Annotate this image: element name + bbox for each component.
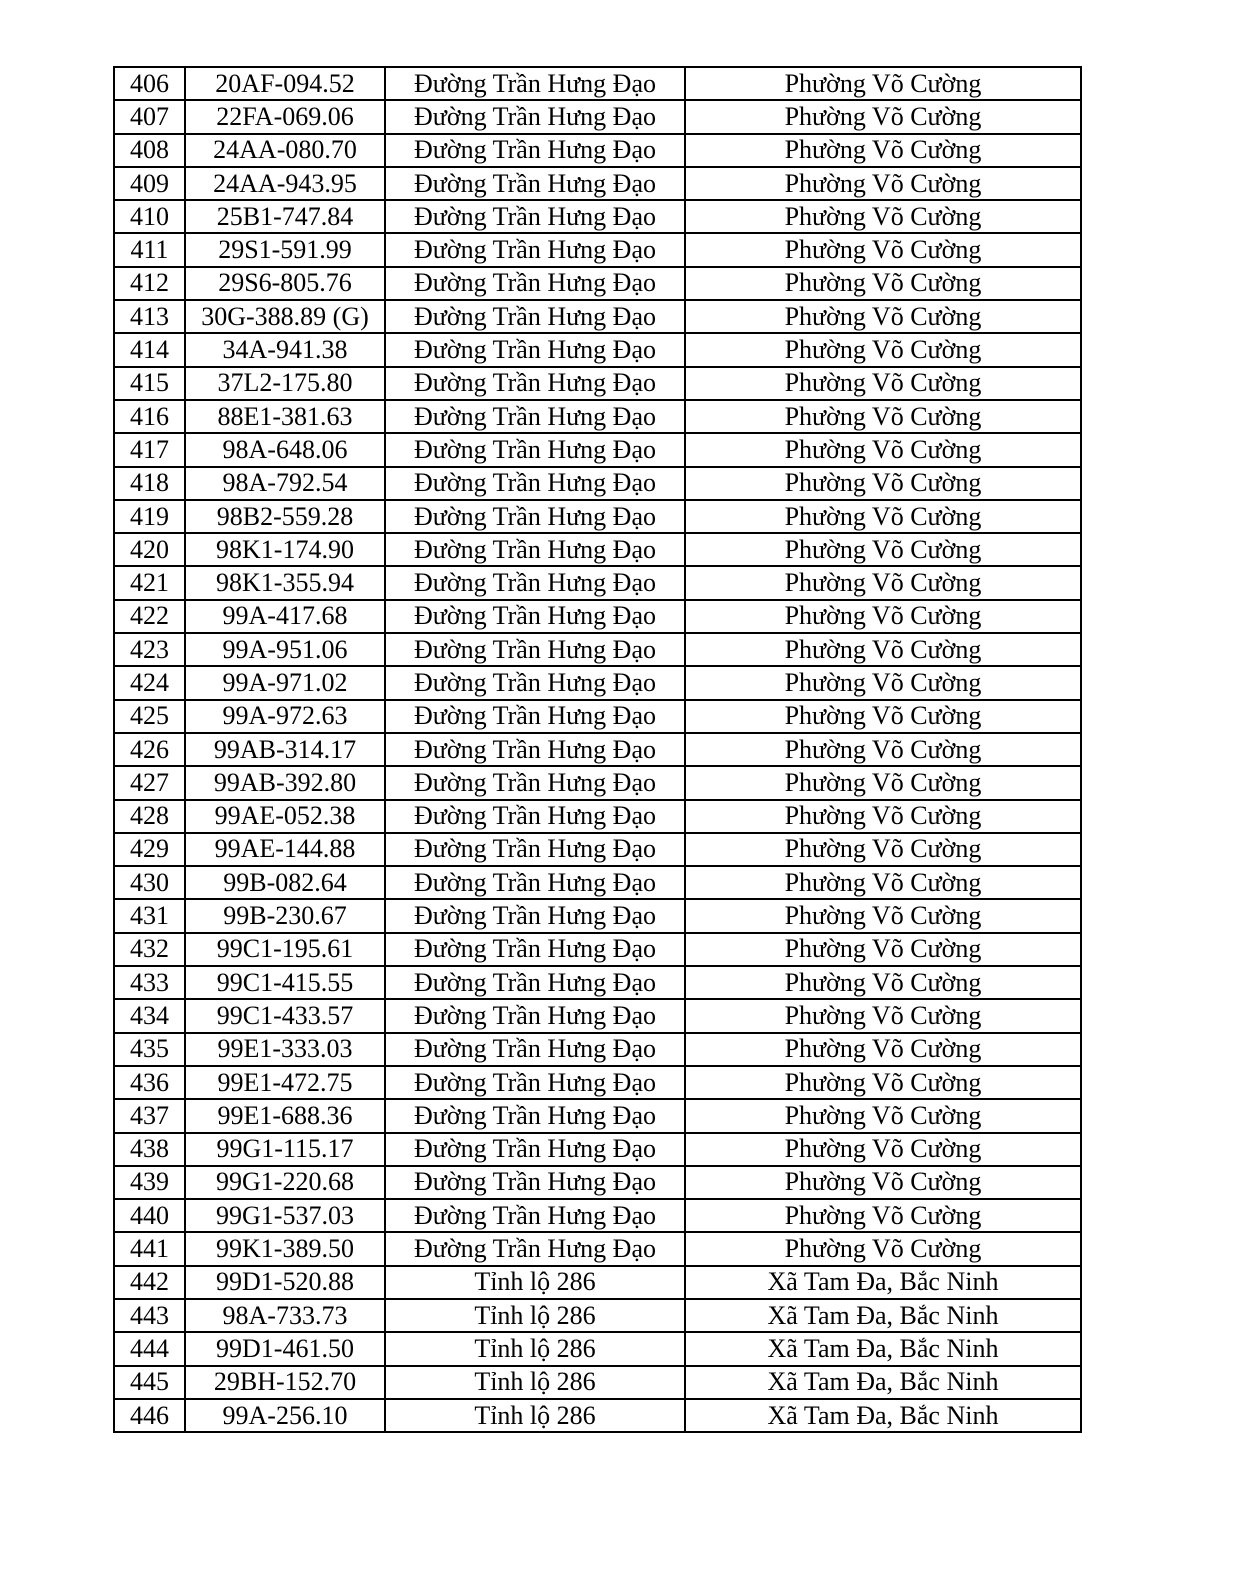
ward-cell: Phường Võ Cường <box>685 666 1081 699</box>
ward-cell: Phường Võ Cường <box>685 433 1081 466</box>
table-row <box>114 200 1081 233</box>
ward-cell: Phường Võ Cường <box>685 167 1081 200</box>
table-row <box>114 100 1081 133</box>
ward-cell: Phường Võ Cường <box>685 300 1081 333</box>
road-cell: Đường Trần Hưng Đạo <box>385 733 685 766</box>
ward-cell: Phường Võ Cường <box>685 633 1081 666</box>
table-row <box>114 899 1081 932</box>
ward-cell: Phường Võ Cường <box>685 67 1081 100</box>
row-number-cell: 417 <box>114 433 185 466</box>
table-row <box>114 1332 1081 1365</box>
row-number-cell: 432 <box>114 933 185 966</box>
road-cell: Đường Trần Hưng Đạo <box>385 300 685 333</box>
table-row <box>114 833 1081 866</box>
row-number-cell: 410 <box>114 200 185 233</box>
ward-cell: Phường Võ Cường <box>685 267 1081 300</box>
row-number-cell: 413 <box>114 300 185 333</box>
license-plate-cell: 29S6-805.76 <box>185 267 385 300</box>
ward-cell: Phường Võ Cường <box>685 766 1081 799</box>
row-number-cell: 409 <box>114 167 185 200</box>
row-number-cell: 446 <box>114 1399 185 1432</box>
license-plate-cell: 99A-972.63 <box>185 700 385 733</box>
row-number-cell: 406 <box>114 67 185 100</box>
table-row <box>114 1033 1081 1066</box>
table-row <box>114 300 1081 333</box>
road-cell: Đường Trần Hưng Đạo <box>385 533 685 566</box>
ward-cell: Phường Võ Cường <box>685 700 1081 733</box>
road-cell: Đường Trần Hưng Đạo <box>385 933 685 966</box>
license-plate-cell: 98K1-174.90 <box>185 533 385 566</box>
table-row <box>114 966 1081 999</box>
table-row <box>114 766 1081 799</box>
table-row <box>114 1066 1081 1099</box>
table-row <box>114 500 1081 533</box>
table-row <box>114 600 1081 633</box>
row-number-cell: 441 <box>114 1232 185 1265</box>
ward-cell: Phường Võ Cường <box>685 400 1081 433</box>
ward-cell: Xã Tam Đa, Bắc Ninh <box>685 1299 1081 1332</box>
row-number-cell: 421 <box>114 566 185 599</box>
row-number-cell: 423 <box>114 633 185 666</box>
license-plate-cell: 99B-082.64 <box>185 866 385 899</box>
license-plate-cell: 99A-417.68 <box>185 600 385 633</box>
ward-cell: Xã Tam Đa, Bắc Ninh <box>685 1266 1081 1299</box>
row-number-cell: 408 <box>114 134 185 167</box>
license-plate-cell: 98K1-355.94 <box>185 566 385 599</box>
road-cell: Đường Trần Hưng Đạo <box>385 1033 685 1066</box>
row-number-cell: 436 <box>114 1066 185 1099</box>
license-plate-cell: 99AB-392.80 <box>185 766 385 799</box>
ward-cell: Phường Võ Cường <box>685 1199 1081 1232</box>
license-plate-cell: 98B2-559.28 <box>185 500 385 533</box>
table-row <box>114 1299 1081 1332</box>
ward-cell: Xã Tam Đa, Bắc Ninh <box>685 1332 1081 1365</box>
license-plate-cell: 99E1-688.36 <box>185 1099 385 1132</box>
table-row <box>114 1166 1081 1199</box>
row-number-cell: 437 <box>114 1099 185 1132</box>
license-plate-cell: 99AE-144.88 <box>185 833 385 866</box>
road-cell: Đường Trần Hưng Đạo <box>385 833 685 866</box>
ward-cell: Phường Võ Cường <box>685 1066 1081 1099</box>
ward-cell: Phường Võ Cường <box>685 533 1081 566</box>
row-number-cell: 412 <box>114 267 185 300</box>
license-plate-cell: 20AF-094.52 <box>185 67 385 100</box>
license-plate-cell: 99C1-433.57 <box>185 999 385 1032</box>
license-plate-cell: 30G-388.89 (G) <box>185 300 385 333</box>
row-number-cell: 419 <box>114 500 185 533</box>
license-plate-cell: 22FA-069.06 <box>185 100 385 133</box>
table-row <box>114 633 1081 666</box>
ward-cell: Phường Võ Cường <box>685 500 1081 533</box>
row-number-cell: 430 <box>114 866 185 899</box>
ward-cell: Phường Võ Cường <box>685 134 1081 167</box>
license-plate-cell: 99G1-115.17 <box>185 1133 385 1166</box>
license-plate-cell: 99A-951.06 <box>185 633 385 666</box>
license-plate-cell: 99E1-472.75 <box>185 1066 385 1099</box>
license-plate-cell: 25B1-747.84 <box>185 200 385 233</box>
ward-cell: Phường Võ Cường <box>685 1033 1081 1066</box>
ward-cell: Phường Võ Cường <box>685 600 1081 633</box>
row-number-cell: 431 <box>114 899 185 932</box>
road-cell: Đường Trần Hưng Đạo <box>385 400 685 433</box>
row-number-cell: 429 <box>114 833 185 866</box>
road-cell: Đường Trần Hưng Đạo <box>385 600 685 633</box>
table-row <box>114 999 1081 1032</box>
license-plate-cell: 99A-971.02 <box>185 666 385 699</box>
ward-cell: Phường Võ Cường <box>685 833 1081 866</box>
table-row <box>114 1366 1081 1399</box>
road-cell: Đường Trần Hưng Đạo <box>385 800 685 833</box>
table-row <box>114 666 1081 699</box>
road-cell: Đường Trần Hưng Đạo <box>385 167 685 200</box>
license-plate-cell: 99C1-195.61 <box>185 933 385 966</box>
table-row <box>114 700 1081 733</box>
road-cell: Đường Trần Hưng Đạo <box>385 433 685 466</box>
ward-cell: Phường Võ Cường <box>685 200 1081 233</box>
license-plate-cell: 99A-256.10 <box>185 1399 385 1432</box>
ward-cell: Phường Võ Cường <box>685 1166 1081 1199</box>
road-cell: Đường Trần Hưng Đạo <box>385 1133 685 1166</box>
table-row <box>114 67 1081 100</box>
license-plate-cell: 98A-792.54 <box>185 467 385 500</box>
license-plate-cell: 29BH-152.70 <box>185 1366 385 1399</box>
row-number-cell: 422 <box>114 600 185 633</box>
road-cell: Đường Trần Hưng Đạo <box>385 999 685 1032</box>
table-row <box>114 167 1081 200</box>
row-number-cell: 416 <box>114 400 185 433</box>
row-number-cell: 434 <box>114 999 185 1032</box>
license-plate-cell: 37L2-175.80 <box>185 367 385 400</box>
license-plate-cell: 99B-230.67 <box>185 899 385 932</box>
row-number-cell: 443 <box>114 1299 185 1332</box>
ward-cell: Xã Tam Đa, Bắc Ninh <box>685 1366 1081 1399</box>
road-cell: Đường Trần Hưng Đạo <box>385 200 685 233</box>
ward-cell: Phường Võ Cường <box>685 899 1081 932</box>
table-row <box>114 333 1081 366</box>
table-row <box>114 1199 1081 1232</box>
road-cell: Tỉnh lộ 286 <box>385 1266 685 1299</box>
ward-cell: Phường Võ Cường <box>685 1133 1081 1166</box>
road-cell: Tỉnh lộ 286 <box>385 1366 685 1399</box>
table-row <box>114 1399 1081 1432</box>
row-number-cell: 426 <box>114 733 185 766</box>
row-number-cell: 440 <box>114 1199 185 1232</box>
license-plate-cell: 99D1-461.50 <box>185 1332 385 1365</box>
row-number-cell: 414 <box>114 333 185 366</box>
road-cell: Đường Trần Hưng Đạo <box>385 500 685 533</box>
road-cell: Tỉnh lộ 286 <box>385 1299 685 1332</box>
row-number-cell: 418 <box>114 467 185 500</box>
ward-cell: Phường Võ Cường <box>685 933 1081 966</box>
row-number-cell: 428 <box>114 800 185 833</box>
table-row <box>114 367 1081 400</box>
license-plate-cell: 24AA-943.95 <box>185 167 385 200</box>
row-number-cell: 439 <box>114 1166 185 1199</box>
table-row <box>114 566 1081 599</box>
ward-cell: Phường Võ Cường <box>685 1099 1081 1132</box>
ward-cell: Phường Võ Cường <box>685 100 1081 133</box>
license-plate-cell: 99C1-415.55 <box>185 966 385 999</box>
road-cell: Đường Trần Hưng Đạo <box>385 766 685 799</box>
road-cell: Đường Trần Hưng Đạo <box>385 100 685 133</box>
road-cell: Đường Trần Hưng Đạo <box>385 566 685 599</box>
road-cell: Đường Trần Hưng Đạo <box>385 1099 685 1132</box>
road-cell: Đường Trần Hưng Đạo <box>385 1066 685 1099</box>
license-plate-cell: 99G1-537.03 <box>185 1199 385 1232</box>
license-plate-cell: 34A-941.38 <box>185 333 385 366</box>
row-number-cell: 444 <box>114 1332 185 1365</box>
license-plate-cell: 99D1-520.88 <box>185 1266 385 1299</box>
road-cell: Đường Trần Hưng Đạo <box>385 633 685 666</box>
road-cell: Đường Trần Hưng Đạo <box>385 899 685 932</box>
license-plate-cell: 99K1-389.50 <box>185 1232 385 1265</box>
ward-cell: Phường Võ Cường <box>685 866 1081 899</box>
road-cell: Đường Trần Hưng Đạo <box>385 233 685 266</box>
row-number-cell: 442 <box>114 1266 185 1299</box>
ward-cell: Phường Võ Cường <box>685 566 1081 599</box>
road-cell: Đường Trần Hưng Đạo <box>385 866 685 899</box>
road-cell: Đường Trần Hưng Đạo <box>385 267 685 300</box>
table-row <box>114 866 1081 899</box>
table-row <box>114 800 1081 833</box>
row-number-cell: 407 <box>114 100 185 133</box>
license-plate-cell: 24AA-080.70 <box>185 134 385 167</box>
ward-cell: Phường Võ Cường <box>685 966 1081 999</box>
ward-cell: Xã Tam Đa, Bắc Ninh <box>685 1399 1081 1432</box>
table-row <box>114 1232 1081 1265</box>
ward-cell: Phường Võ Cường <box>685 800 1081 833</box>
table-row <box>114 1133 1081 1166</box>
table-row <box>114 267 1081 300</box>
table-row <box>114 134 1081 167</box>
license-plate-cell: 99E1-333.03 <box>185 1033 385 1066</box>
table-row <box>114 1266 1081 1299</box>
violation-table-body <box>114 67 1081 1432</box>
table-row <box>114 733 1081 766</box>
ward-cell: Phường Võ Cường <box>685 467 1081 500</box>
ward-cell: Phường Võ Cường <box>685 367 1081 400</box>
license-plate-cell: 29S1-591.99 <box>185 233 385 266</box>
row-number-cell: 411 <box>114 233 185 266</box>
ward-cell: Phường Võ Cường <box>685 233 1081 266</box>
row-number-cell: 433 <box>114 966 185 999</box>
ward-cell: Phường Võ Cường <box>685 733 1081 766</box>
road-cell: Đường Trần Hưng Đạo <box>385 467 685 500</box>
table-row <box>114 1099 1081 1132</box>
ward-cell: Phường Võ Cường <box>685 999 1081 1032</box>
row-number-cell: 420 <box>114 533 185 566</box>
row-number-cell: 445 <box>114 1366 185 1399</box>
road-cell: Đường Trần Hưng Đạo <box>385 666 685 699</box>
ward-cell: Phường Võ Cường <box>685 1232 1081 1265</box>
road-cell: Đường Trần Hưng Đạo <box>385 1166 685 1199</box>
road-cell: Đường Trần Hưng Đạo <box>385 1232 685 1265</box>
license-plate-cell: 99AB-314.17 <box>185 733 385 766</box>
road-cell: Đường Trần Hưng Đạo <box>385 333 685 366</box>
ward-cell: Phường Võ Cường <box>685 333 1081 366</box>
license-plate-cell: 98A-733.73 <box>185 1299 385 1332</box>
road-cell: Tỉnh lộ 286 <box>385 1399 685 1432</box>
row-number-cell: 435 <box>114 1033 185 1066</box>
row-number-cell: 424 <box>114 666 185 699</box>
table-row <box>114 400 1081 433</box>
road-cell: Đường Trần Hưng Đạo <box>385 67 685 100</box>
table-row <box>114 433 1081 466</box>
road-cell: Đường Trần Hưng Đạo <box>385 1199 685 1232</box>
table-row <box>114 933 1081 966</box>
row-number-cell: 438 <box>114 1133 185 1166</box>
road-cell: Đường Trần Hưng Đạo <box>385 134 685 167</box>
row-number-cell: 425 <box>114 700 185 733</box>
road-cell: Đường Trần Hưng Đạo <box>385 367 685 400</box>
table-row <box>114 233 1081 266</box>
row-number-cell: 427 <box>114 766 185 799</box>
table-row <box>114 467 1081 500</box>
license-plate-cell: 99G1-220.68 <box>185 1166 385 1199</box>
road-cell: Đường Trần Hưng Đạo <box>385 700 685 733</box>
table-row <box>114 533 1081 566</box>
license-plate-cell: 99AE-052.38 <box>185 800 385 833</box>
license-plate-cell: 88E1-381.63 <box>185 400 385 433</box>
road-cell: Đường Trần Hưng Đạo <box>385 966 685 999</box>
road-cell: Tỉnh lộ 286 <box>385 1332 685 1365</box>
row-number-cell: 415 <box>114 367 185 400</box>
license-plate-cell: 98A-648.06 <box>185 433 385 466</box>
violation-table <box>113 66 1082 1433</box>
